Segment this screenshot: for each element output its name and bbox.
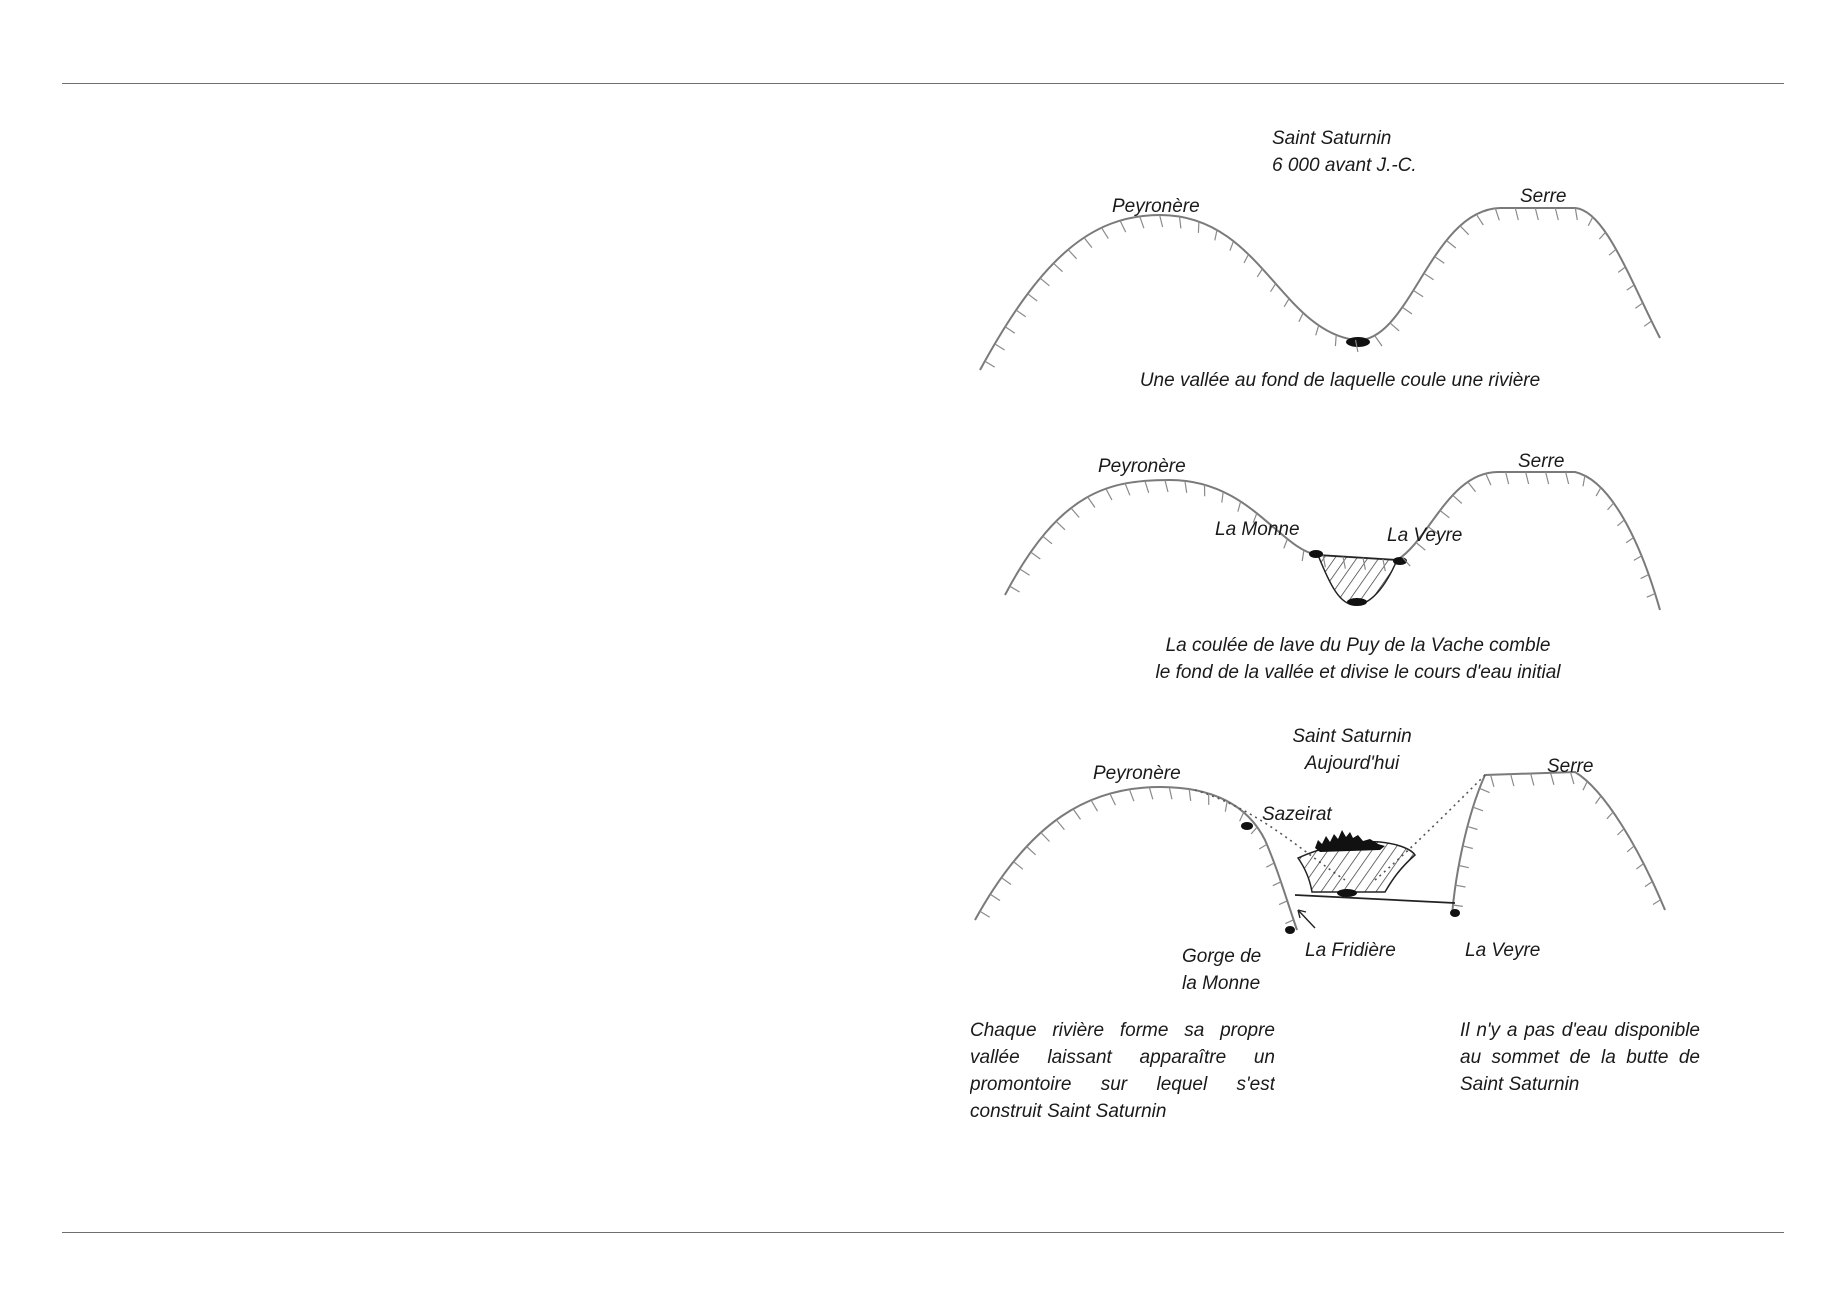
slope-tick [1402,307,1412,314]
panel2-lava-flow [1318,555,1397,605]
panel3-text-right: Il n'y a pas d'eau disponible au sommet de la butte de Saint Saturnin [1460,1020,1700,1095]
slope-tick [1486,474,1491,486]
slope-tick [1145,481,1149,493]
panel2-old-river [1347,598,1367,606]
slope-tick [1480,788,1490,792]
slope-tick [1635,303,1642,308]
slope-tick [1169,787,1172,799]
slope-tick [1583,781,1587,790]
slope-tick [1476,214,1483,225]
slope-tick [1189,789,1191,801]
slope-tick [1575,208,1577,220]
slope-tick [1073,809,1080,819]
slope-tick [1495,208,1499,220]
panel3-base [1295,895,1455,903]
valley-formation-diagram [960,120,1720,1180]
panel2-profile [1005,472,1660,610]
panel1-caption: Une vallée au fond de laquelle coule une rivière [1139,370,1541,391]
panel3-sazeirat-label: Sazeirat [1262,804,1332,825]
panel1-profile [980,208,1660,370]
slope-tick [1460,226,1469,235]
slope-tick [1617,829,1624,835]
slope-tick [1110,794,1116,806]
slope-tick [1440,511,1449,518]
panel1-left-peak: Peyronère [1112,196,1200,217]
panel3-fridiere-dot [1337,889,1357,897]
panel1-title-line1: Saint Saturnin [1272,128,1392,149]
slope-tick [1491,775,1494,787]
slope-tick [1627,846,1634,852]
panel3-veyre-dot [1450,909,1460,917]
slope-tick [1531,774,1534,786]
panel3-fridiere-label: La Fridière [1305,940,1396,961]
slope-tick [1636,864,1643,869]
slope-tick [1225,801,1227,812]
slope-tick [1413,290,1423,296]
slope-tick [1644,321,1651,326]
slope-tick [1259,844,1267,849]
slope-tick [1068,250,1077,259]
panel2-monne-dot [1309,550,1323,558]
slope-tick [1129,789,1134,801]
slope-tick [1185,481,1187,493]
slope-tick [1375,336,1382,346]
slope-tick [1617,520,1624,526]
slope-tick [1244,254,1249,263]
slope-tick [1106,489,1112,500]
slope-tick [1010,586,1020,592]
slope-tick [1596,796,1602,804]
slope-tick [1626,538,1633,543]
panel1-river [1346,337,1370,347]
top-divider [62,83,1784,84]
slope-tick [1102,228,1109,239]
slope-tick [1215,230,1217,240]
slope-tick [1468,482,1476,492]
slope-tick [1091,800,1098,811]
slope-tick [1435,257,1445,264]
slope-tick [1641,575,1649,579]
slope-tick [1238,502,1241,512]
slope-tick [1390,323,1399,331]
panel2-right-stream: La Veyre [1387,525,1463,546]
panel1-right-peak: Serre [1520,186,1567,207]
slope-tick [1473,807,1483,811]
slope-tick [1424,273,1434,279]
slope-tick [1125,484,1130,496]
slope-tick [1653,900,1661,905]
panel3-title-line1: Saint Saturnin [1292,726,1412,747]
slope-tick [1020,569,1030,575]
panel3-right-profile [1452,772,1665,915]
panel3-gorge-line1: Gorge de [1182,946,1262,967]
slope-tick [985,361,995,367]
slope-tick [1043,536,1052,544]
slope-tick [1266,863,1274,867]
panel2-left-peak: Peyronère [1098,456,1186,477]
slope-tick [1459,866,1469,868]
slope-tick [1016,310,1026,317]
slope-tick [1198,222,1199,233]
slope-tick [1453,905,1463,906]
slope-tick [1645,882,1652,887]
slope-tick [1027,847,1036,855]
fridiere-arrow [1298,910,1315,928]
slope-tick [1284,299,1289,307]
slope-tick [1299,313,1303,322]
slope-tick [1566,472,1569,484]
slope-tick [1056,820,1064,830]
slope-tick [1647,594,1655,598]
panel3-left-peak: Peyronère [1093,763,1181,784]
slope-tick [1165,480,1168,492]
slope-tick [1149,787,1153,799]
panel3-left-profile [975,787,1297,930]
slope-tick [1005,327,1015,333]
slope-tick [1285,920,1293,924]
slope-tick [1088,497,1095,508]
slope-tick [1608,503,1614,510]
slope-tick [1031,552,1041,559]
slope-tick [1071,508,1079,518]
panel1-title-line2: 6 000 avant J.-C. [1272,155,1417,176]
panel3-gorge-dot [1285,926,1295,934]
slope-tick [1506,472,1509,484]
slope-tick [1456,885,1466,887]
slope-tick [1467,826,1477,829]
slope-tick [1230,241,1234,251]
slope-tick [1599,232,1605,239]
slope-tick [1222,492,1223,503]
panel2-left-stream: La Monne [1215,519,1300,540]
slope-tick [1447,241,1456,249]
slope-tick [1634,556,1642,561]
slope-tick [1273,882,1281,886]
slope-tick [1056,521,1065,530]
slope-tick [1271,284,1276,292]
slope-tick [1054,263,1063,271]
slope-tick [1041,833,1050,842]
bottom-divider [62,1232,1784,1233]
panel3-right-peak: Serre [1547,756,1594,777]
slope-tick [1463,846,1473,849]
slope-tick [1607,812,1613,819]
slope-tick [1335,335,1336,346]
slope-tick [1515,208,1518,220]
slope-tick [990,894,1000,900]
slope-tick [1001,878,1011,885]
slope-tick [1627,285,1634,290]
slope-tick [1618,267,1625,272]
slope-tick [1040,278,1049,286]
slope-tick [1583,476,1585,487]
panel2-caption-line2: le fond de la vallée et divise le cours d'eau initial [1155,662,1561,683]
slope-tick [980,911,990,917]
slope-tick [1302,550,1304,561]
panel3-text-left: Chaque rivière forme sa propre vallée laissant apparaître un promontoire sur lequel s'est construit Saint Saturnin [970,1020,1275,1122]
slope-tick [995,344,1005,350]
panel3-title-line2: Aujourd'hui [1304,753,1400,774]
slope-tick [1028,294,1038,301]
slope-tick [1453,495,1462,503]
slope-tick [1316,325,1319,335]
slope-tick [1120,221,1126,233]
panel2-right-peak: Serre [1518,451,1565,472]
slope-tick [1596,488,1601,496]
panel3-gorge-line2: la Monne [1182,973,1261,994]
slope-tick [1511,774,1514,786]
slope-tick [1084,238,1092,248]
slope-tick [1588,217,1593,226]
panel2-caption-line1: La coulée de lave du Puy de la Vache comble [1165,635,1551,656]
slope-tick [1609,249,1616,255]
slope-tick [1240,812,1244,821]
panel3-veyre-label: La Veyre [1465,940,1541,961]
slope-tick [1257,269,1262,277]
slope-tick [1014,862,1023,870]
panel3-sazeirat-dot [1241,822,1253,830]
slope-tick [1279,901,1287,905]
